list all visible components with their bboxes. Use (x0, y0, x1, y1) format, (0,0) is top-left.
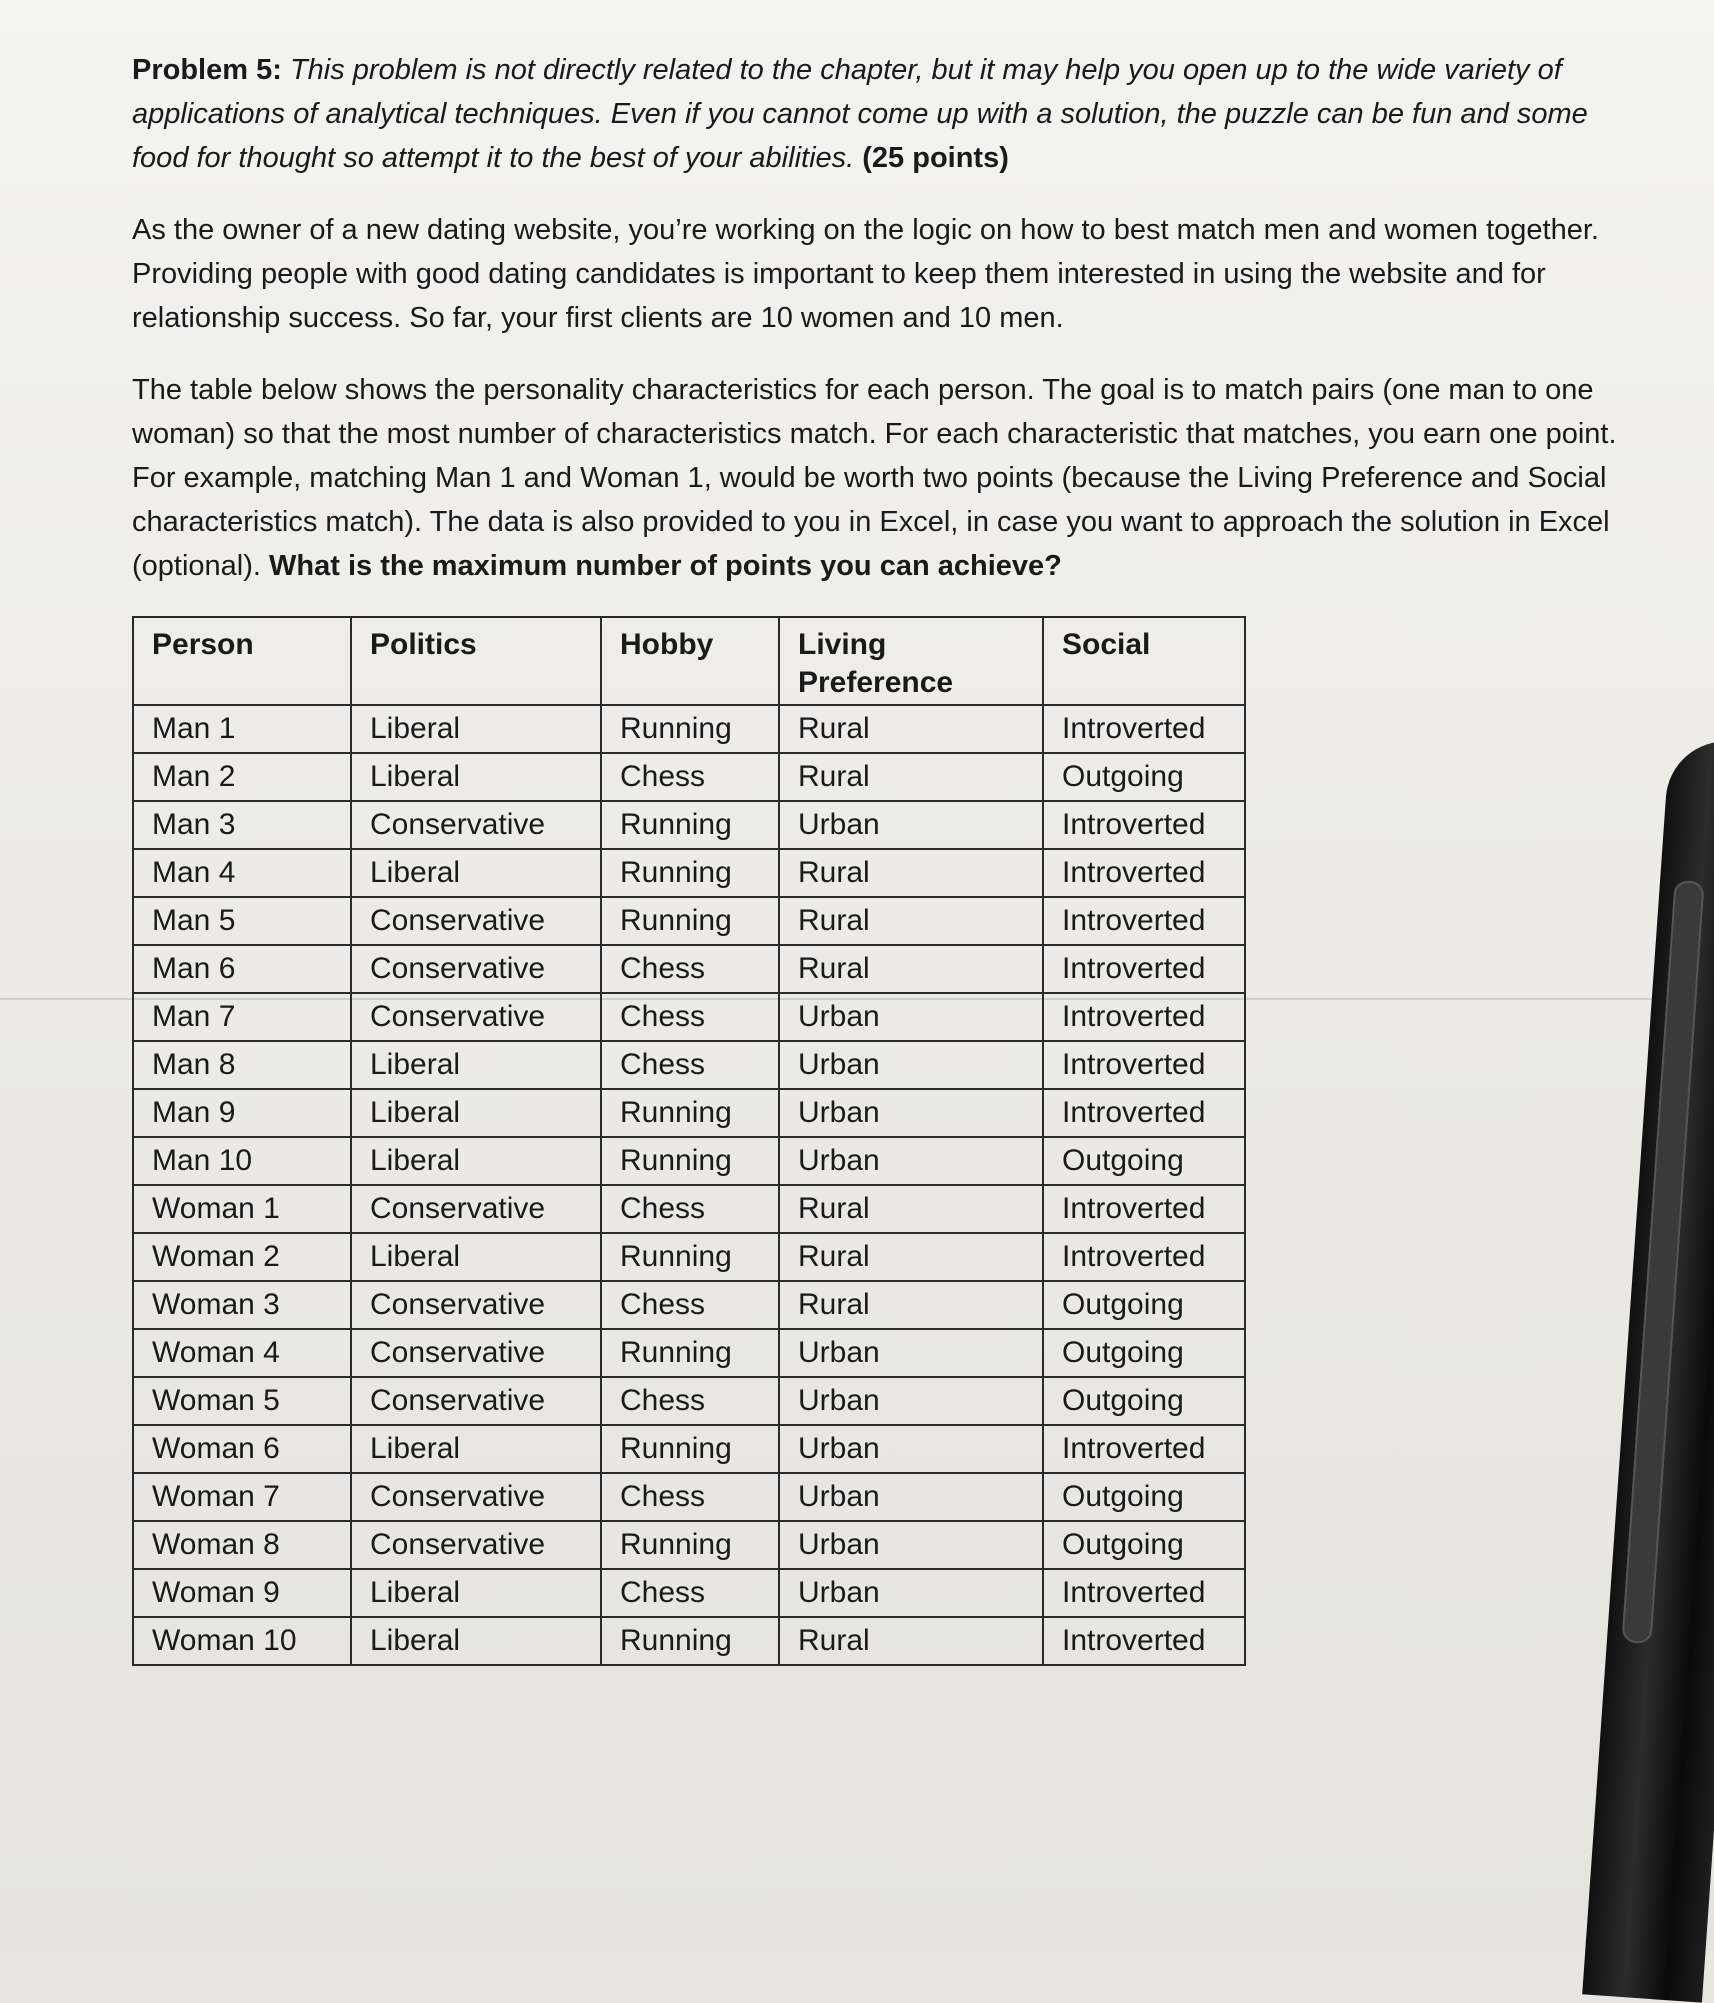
problem-label: Problem 5: (132, 54, 282, 86)
cell-living-preference: Rural (779, 705, 1043, 753)
table-row (133, 1425, 1245, 1473)
cell-politics: Conservative (351, 993, 601, 1041)
cell-living-preference: Urban (779, 1089, 1043, 1137)
question-text: What is the maximum number of points you can achieve? (269, 550, 1062, 582)
table-row (133, 1377, 1245, 1425)
cell-social: Introverted (1043, 705, 1245, 753)
cell-politics: Liberal (351, 1233, 601, 1281)
cell-social: Introverted (1043, 1041, 1245, 1089)
cell-hobby: Running (601, 1425, 779, 1473)
cell-social: Introverted (1043, 801, 1245, 849)
cell-politics: Conservative (351, 1329, 601, 1377)
cell-hobby: Chess (601, 1377, 779, 1425)
cell-living-preference: Urban (779, 1377, 1043, 1425)
table-row (133, 705, 1245, 753)
cell-living-preference: Urban (779, 1329, 1043, 1377)
cell-person: Woman 5 (133, 1377, 351, 1425)
cell-living-preference: Rural (779, 849, 1043, 897)
cell-social: Introverted (1043, 897, 1245, 945)
cell-social: Outgoing (1043, 753, 1245, 801)
instructions-text: The table below shows the personality characteristics for each person. The goal is to match pairs (one man to one woman) so that the most number of characteristics match. For each characteristic that matches, you earn one point. For example, matching Man 1 and Woman 1, would be worth two points (because the Living Preference and Social characteristics match). The data is also provided to you in Excel, in case you want to approach the solution in Excel (optional). (132, 374, 1617, 582)
document-content (132, 48, 1642, 1666)
table-row (133, 1617, 1245, 1665)
table-row (133, 1281, 1245, 1329)
cell-person: Man 4 (133, 849, 351, 897)
cell-social: Introverted (1043, 1617, 1245, 1665)
cell-social: Outgoing (1043, 1281, 1245, 1329)
cell-social: Introverted (1043, 849, 1245, 897)
table-row (133, 753, 1245, 801)
cell-person: Man 5 (133, 897, 351, 945)
cell-hobby: Chess (601, 1473, 779, 1521)
table-header-row (133, 617, 1245, 705)
cell-social: Introverted (1043, 1425, 1245, 1473)
cell-hobby: Chess (601, 993, 779, 1041)
cell-social: Introverted (1043, 945, 1245, 993)
cell-living-preference: Rural (779, 1185, 1043, 1233)
table-row (133, 897, 1245, 945)
table-row (133, 1041, 1245, 1089)
cell-hobby: Running (601, 1329, 779, 1377)
cell-politics: Conservative (351, 897, 601, 945)
cell-living-preference: Urban (779, 1521, 1043, 1569)
cell-politics: Liberal (351, 1041, 601, 1089)
table-row (133, 1521, 1245, 1569)
cell-hobby: Running (601, 1233, 779, 1281)
cell-living-preference: Urban (779, 1137, 1043, 1185)
instructions-paragraph (132, 368, 1642, 588)
cell-politics: Liberal (351, 1617, 601, 1665)
cell-living-preference: Rural (779, 753, 1043, 801)
cell-hobby: Chess (601, 753, 779, 801)
header-living-preference: Living Preference (779, 617, 1043, 705)
table-row (133, 1137, 1245, 1185)
cell-person: Woman 2 (133, 1233, 351, 1281)
cell-social: Introverted (1043, 1089, 1245, 1137)
table-row (133, 1185, 1245, 1233)
header-hobby: Hobby (601, 617, 779, 705)
cell-person: Woman 6 (133, 1425, 351, 1473)
cell-social: Outgoing (1043, 1377, 1245, 1425)
problem-points: (25 points) (862, 142, 1009, 174)
cell-politics: Conservative (351, 945, 601, 993)
cell-hobby: Running (601, 849, 779, 897)
cell-living-preference: Rural (779, 1233, 1043, 1281)
header-politics: Politics (351, 617, 601, 705)
table-row (133, 1089, 1245, 1137)
problem-intro: This problem is not directly related to the chapter, but it may help you open up to the wide variety of applications of analytical techniques. Even if you cannot come up with a solution, the puzzle can be fun and some food for thought so attempt it to the best of your abilities. (132, 54, 1588, 174)
cell-hobby: Running (601, 801, 779, 849)
table-row (133, 1473, 1245, 1521)
cell-person: Man 6 (133, 945, 351, 993)
cell-hobby: Running (601, 1617, 779, 1665)
cell-living-preference: Rural (779, 1617, 1043, 1665)
cell-hobby: Running (601, 705, 779, 753)
table-row (133, 945, 1245, 993)
cell-person: Man 1 (133, 705, 351, 753)
cell-social: Introverted (1043, 1569, 1245, 1617)
cell-hobby: Chess (601, 1569, 779, 1617)
cell-politics: Liberal (351, 705, 601, 753)
cell-living-preference: Rural (779, 897, 1043, 945)
cell-social: Outgoing (1043, 1329, 1245, 1377)
cell-politics: Liberal (351, 1089, 601, 1137)
cell-social: Introverted (1043, 1233, 1245, 1281)
cell-person: Man 10 (133, 1137, 351, 1185)
cell-living-preference: Urban (779, 1473, 1043, 1521)
cell-living-preference: Urban (779, 1041, 1043, 1089)
cell-politics: Liberal (351, 1569, 601, 1617)
cell-hobby: Running (601, 1137, 779, 1185)
cell-hobby: Running (601, 1521, 779, 1569)
cell-person: Woman 10 (133, 1617, 351, 1665)
cell-politics: Conservative (351, 1473, 601, 1521)
cell-living-preference: Urban (779, 1425, 1043, 1473)
cell-person: Man 8 (133, 1041, 351, 1089)
cell-politics: Conservative (351, 1185, 601, 1233)
table-row (133, 849, 1245, 897)
cell-living-preference: Rural (779, 1281, 1043, 1329)
cell-hobby: Running (601, 1089, 779, 1137)
cell-person: Man 9 (133, 1089, 351, 1137)
problem-paragraph (132, 48, 1642, 180)
cell-social: Outgoing (1043, 1521, 1245, 1569)
table-row (133, 1569, 1245, 1617)
cell-social: Introverted (1043, 1185, 1245, 1233)
cell-living-preference: Urban (779, 993, 1043, 1041)
cell-person: Woman 8 (133, 1521, 351, 1569)
table-body (133, 705, 1245, 1665)
cell-politics: Conservative (351, 1281, 601, 1329)
cell-living-preference: Urban (779, 801, 1043, 849)
cell-living-preference: Rural (779, 945, 1043, 993)
table-row (133, 1233, 1245, 1281)
table-row (133, 801, 1245, 849)
cell-social: Outgoing (1043, 1473, 1245, 1521)
cell-person: Woman 4 (133, 1329, 351, 1377)
cell-politics: Conservative (351, 1521, 601, 1569)
table-row (133, 993, 1245, 1041)
header-social: Social (1043, 617, 1245, 705)
cell-politics: Liberal (351, 753, 601, 801)
cell-person: Man 3 (133, 801, 351, 849)
cell-person: Woman 9 (133, 1569, 351, 1617)
cell-person: Woman 1 (133, 1185, 351, 1233)
cell-person: Woman 7 (133, 1473, 351, 1521)
scenario-paragraph: As the owner of a new dating website, you’re working on the logic on how to best match men and women together. Providing people with good dating candidates is important to keep them interested in using the website and for relationship success. So far, your first clients are 10 women and 10 men. (132, 214, 1599, 334)
cell-politics: Conservative (351, 1377, 601, 1425)
cell-politics: Liberal (351, 849, 601, 897)
cell-hobby: Running (601, 897, 779, 945)
cell-hobby: Chess (601, 945, 779, 993)
cell-politics: Conservative (351, 801, 601, 849)
cell-hobby: Chess (601, 1281, 779, 1329)
cell-person: Man 2 (133, 753, 351, 801)
cell-social: Outgoing (1043, 1137, 1245, 1185)
table-row (133, 1329, 1245, 1377)
characteristics-table (132, 616, 1246, 1666)
cell-living-preference: Urban (779, 1569, 1043, 1617)
cell-hobby: Chess (601, 1041, 779, 1089)
cell-social: Introverted (1043, 993, 1245, 1041)
header-person: Person (133, 617, 351, 705)
cell-politics: Liberal (351, 1137, 601, 1185)
cell-person: Man 7 (133, 993, 351, 1041)
cell-politics: Liberal (351, 1425, 601, 1473)
cell-hobby: Chess (601, 1185, 779, 1233)
cell-person: Woman 3 (133, 1281, 351, 1329)
